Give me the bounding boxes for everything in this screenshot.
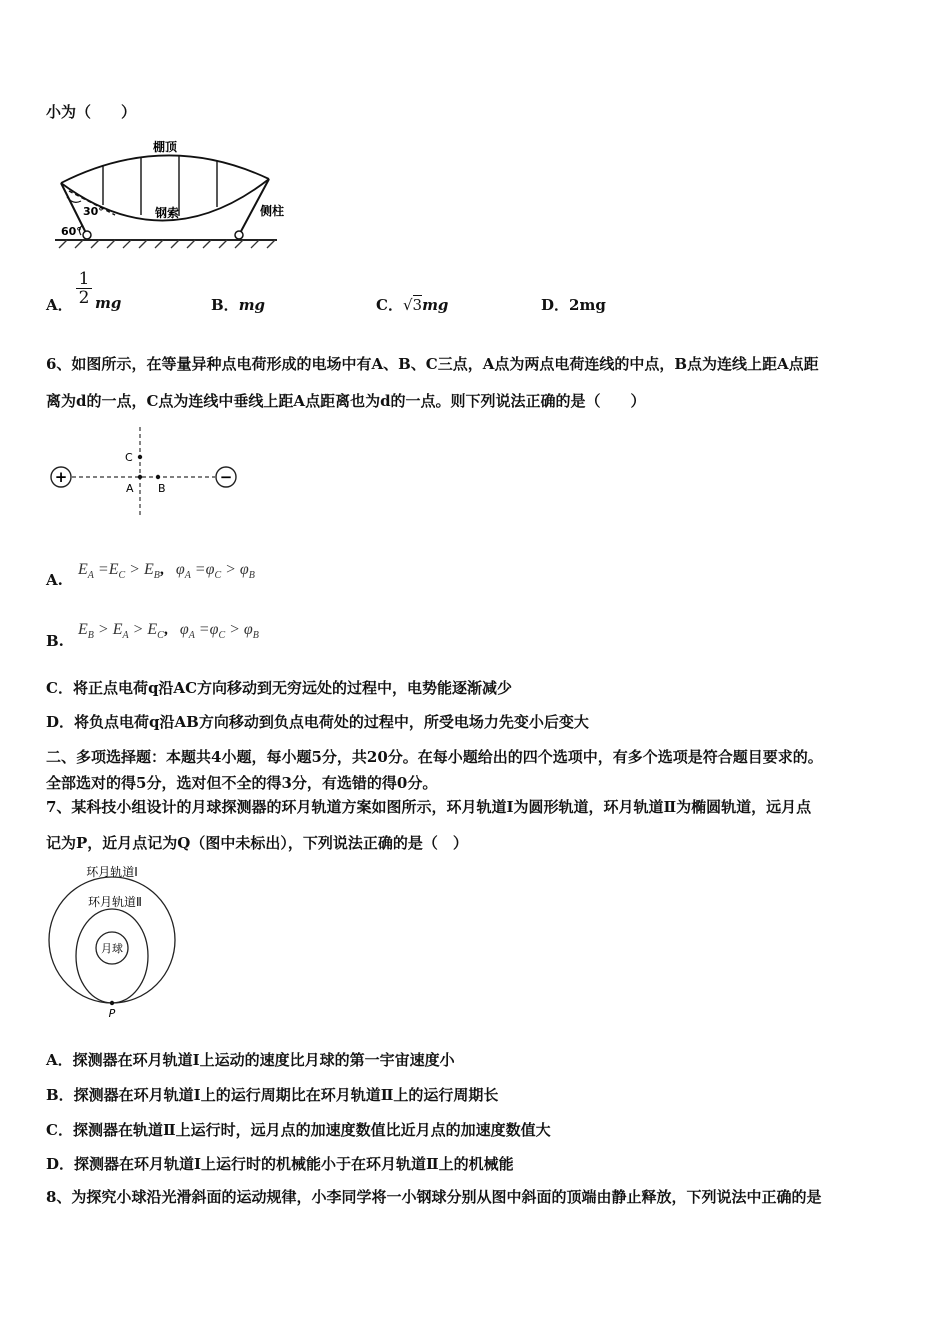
fig-angle-60: 60° (61, 225, 82, 238)
fig-angle-30: 30° (83, 205, 104, 218)
q5-option-a[interactable] (46, 294, 73, 315)
fraction-numerator: 1 (78, 269, 90, 289)
option-text: 2mg (569, 296, 606, 314)
q7-option-b[interactable]: B．探测器在环月轨道Ⅰ上的运行周期比在环月轨道Ⅱ上的运行周期长 (46, 1086, 499, 1104)
option-text: mg (422, 296, 449, 314)
option-letter: A. (46, 571, 63, 589)
roof-arc (61, 155, 269, 183)
q8-stem-line1: 8、为探究小球沿光滑斜面的运动规律，小李同学将一小钢球分别从图中斜面的顶端由静止释放，下列说法中正确的是 (46, 1188, 822, 1206)
fig-label-roof: 棚顶 (152, 140, 178, 154)
q7-option-d[interactable]: D．探测器在环月轨道Ⅰ上运行时的机械能小于在环月轨道Ⅱ上的机械能 (46, 1155, 514, 1173)
option-letter: B． (211, 296, 239, 314)
q6-option-a-formula: $E_A =E_C > E_B$, $\varphi_A =\varphi_C > \varphi_B$ (78, 561, 255, 582)
q6-option-d[interactable]: D．将负点电荷q沿AB方向移动到负点电荷处的过程中，所受电场力先变小后变大 (46, 713, 589, 731)
sqrt-sign: √ (402, 296, 413, 314)
option-letter: A． (46, 296, 73, 314)
q5-option-c[interactable] (376, 294, 448, 315)
option-letter: B. (46, 632, 64, 650)
point-p-label: P (108, 1007, 116, 1020)
section2-header-line2: 全部选对的得5分，选对但不全的得3分，有选错的得0分。 (46, 774, 438, 792)
point-c-label: C (125, 451, 133, 464)
q7-orbit-figure (44, 860, 189, 1020)
q6-charge-figure (48, 425, 243, 520)
minus-sign: − (219, 468, 233, 486)
q6-stem-line1: 6、如图所示，在等量异种点电荷形成的电场中有A、B、C三点，A点为两点电荷连线的中点，B点为连线上距A点距 (46, 355, 819, 373)
option-letter: D． (541, 296, 570, 314)
orbit-ellipse (76, 909, 148, 1003)
q5-stem-tail: 小为（ ） (46, 103, 137, 121)
q6-option-a[interactable] (46, 571, 63, 589)
q6-option-b-formula: $E_B > E_A > E_C$, $\varphi_A =\varphi_C > \varphi_B$ (78, 621, 259, 642)
plus-sign: + (54, 468, 68, 486)
point-b-label: B (158, 482, 166, 495)
q6-stem-line2: 离为d的一点，C点为连线中垂线上距A点距离也为d的一点。则下列说法正确的是（ ） (46, 392, 646, 410)
sqrt-radicand: 3 (412, 296, 423, 314)
q5-tent-figure (55, 135, 285, 250)
q7-option-a[interactable]: A．探测器在环月轨道Ⅰ上运动的速度比月球的第一宇宙速度小 (46, 1051, 455, 1069)
q7-option-c[interactable]: C．探测器在轨道Ⅱ上运行时，远月点的加速度数值比近月点的加速度数值大 (46, 1121, 551, 1139)
moon-label: 月球 (101, 942, 123, 955)
fraction-denominator: 2 (76, 288, 92, 307)
section2-header-line1: 二、多项选择题：本题共4小题，每小题5分，共20分。在每小题给出的四个选项中，有多个选项是符合题目要求的。 (46, 748, 823, 766)
option-letter: C． (376, 296, 403, 314)
q5-option-a-fraction (76, 270, 92, 307)
q6-option-c[interactable]: C．将正点电荷q沿AC方向移动到无穷远处的过程中，电势能逐渐减少 (46, 679, 513, 697)
q6-option-b[interactable] (46, 632, 64, 650)
q5-option-d[interactable] (541, 294, 606, 315)
q5-option-a-text: mg (95, 294, 122, 312)
q7-stem-line1: 7、某科技小组设计的月球探测器的环月轨道方案如图所示，环月轨道Ⅰ为圆形轨道，环月轨道Ⅱ为椭圆轨道，远月点 (46, 798, 812, 816)
option-text: mg (238, 296, 266, 314)
orbit2-label: 环月轨道Ⅱ (88, 895, 142, 909)
fig-label-pillar: 侧柱 (260, 204, 285, 218)
q5-option-b[interactable] (211, 294, 265, 315)
point-a-label: A (126, 482, 134, 495)
orbit1-label: 环月轨道Ⅰ (86, 865, 138, 879)
q7-stem-line2: 记为P，近月点记为Q（图中未标出），下列说法正确的是（ ） (46, 834, 468, 852)
fig-label-cable: 钢索 (154, 206, 180, 220)
